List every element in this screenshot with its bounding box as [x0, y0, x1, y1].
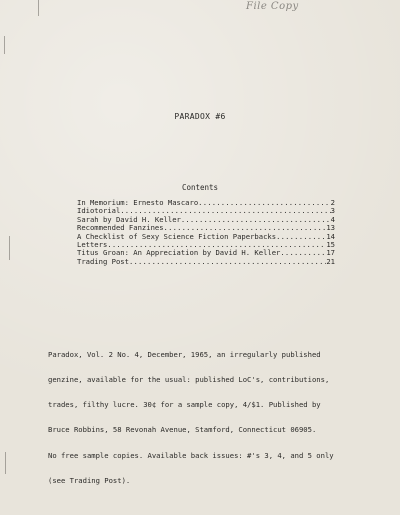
toc-entry — [77, 249, 335, 257]
toc-entry-page: 4 — [330, 215, 335, 224]
toc-entry-title: Idiotorial — [77, 207, 121, 216]
colophon-line: No free sample copies. Available back issues: #'s 3, 4, and 5 only — [48, 450, 334, 460]
margin-mark — [4, 36, 5, 54]
toc-entry-page: 14 — [326, 232, 335, 241]
toc-entry — [77, 233, 335, 241]
toc-leader-dots — [181, 216, 331, 224]
toc-entry — [77, 224, 335, 232]
toc-leader-dots — [198, 199, 331, 207]
toc-entry-title: In Memorium: Ernesto Mascaro — [77, 199, 199, 207]
toc-leader-dots — [280, 249, 326, 257]
toc-entry-page: 17 — [326, 249, 335, 258]
toc-entry-page: 13 — [326, 224, 335, 233]
colophon — [48, 334, 366, 502]
toc-leader-dots — [107, 241, 326, 249]
margin-mark — [9, 236, 10, 260]
colophon-line: trades, filthy lucre. 30¢ for a sample copy, 4/$1. Published by — [48, 400, 321, 410]
colophon-line: Bruce Robbins, 58 Revonah Avenue, Stamford, Connecticut 06905. — [48, 425, 317, 435]
toc-entry — [77, 241, 335, 249]
toc-leader-dots — [129, 258, 326, 266]
toc-entry — [77, 207, 335, 215]
colophon-line: (see Trading Post). — [48, 475, 131, 485]
toc-entry — [77, 199, 335, 207]
handwritten-annotation: File Copy — [246, 1, 299, 12]
toc-entry-title: Titus Groan: An Appreciation by David H. Keller — [77, 249, 281, 258]
margin-mark — [5, 452, 6, 474]
toc-entry-title: Sarah by David H. Keller — [77, 215, 181, 224]
colophon-line: Paradox, Vol. 2 No. 4, December, 1965, an irregularly published — [48, 349, 321, 359]
zine-title: PARADOX #6 — [174, 112, 226, 121]
margin-mark — [38, 0, 39, 16]
toc-entry-page: 3 — [330, 207, 335, 216]
table-of-contents — [77, 199, 335, 266]
toc-entry-page: 2 — [330, 199, 335, 207]
toc-leader-dots — [276, 233, 326, 241]
toc-entry — [77, 216, 335, 224]
toc-entry-title: A Checklist of Sexy Science Fiction Paperbacks — [77, 232, 277, 241]
colophon-line: genzine, available for the usual: published LoC's, contributions, — [48, 375, 330, 385]
toc-leader-dots — [164, 224, 327, 232]
toc-entry-title: Letters — [77, 241, 108, 250]
toc-entry-title: Trading Post — [77, 257, 129, 266]
toc-entry-title: Recommended Fanzines — [77, 224, 164, 233]
toc-entry — [77, 258, 335, 266]
toc-entry-page: 15 — [326, 241, 335, 250]
toc-leader-dots — [120, 207, 330, 215]
toc-entry-page: 21 — [326, 257, 335, 266]
contents-heading: Contents — [181, 183, 219, 192]
